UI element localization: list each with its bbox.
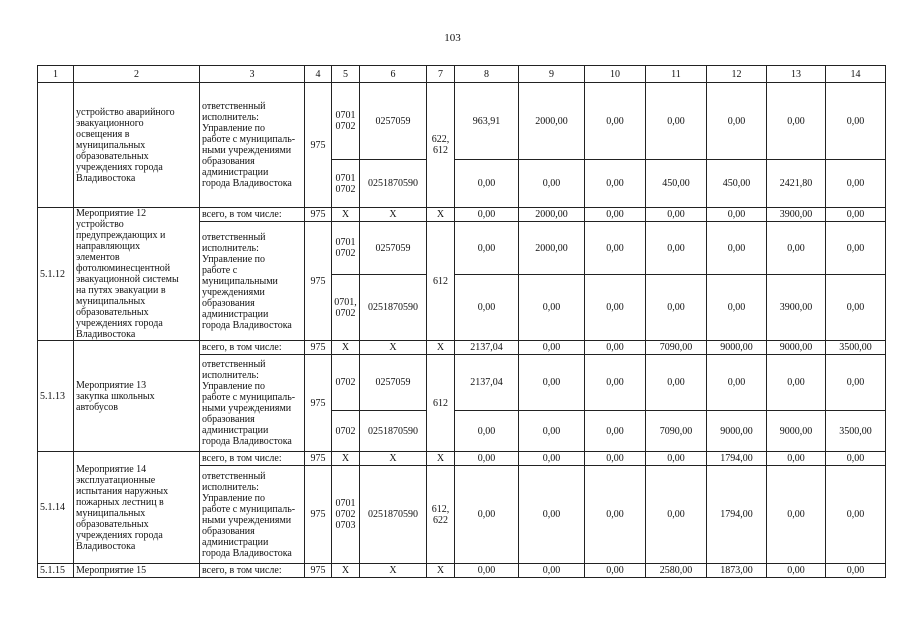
rz-code-line: 0701 bbox=[335, 237, 356, 248]
responsible-executor-line: работе с муниципаль- bbox=[202, 134, 296, 145]
vr-code bbox=[427, 355, 455, 452]
rz-code-line: 0703 bbox=[335, 520, 356, 531]
csr-code: 0251870590 bbox=[360, 466, 427, 564]
activity-name-line: устройство аварийного bbox=[76, 106, 175, 118]
activity-name bbox=[74, 341, 200, 452]
table-row-total bbox=[38, 452, 886, 466]
amount-cell: 0,00 bbox=[455, 160, 519, 208]
amount-cell: 9000,00 bbox=[767, 341, 826, 355]
rz-code: X bbox=[332, 452, 360, 466]
amount-cell: 0,00 bbox=[826, 275, 886, 341]
rz-code: X bbox=[332, 564, 360, 578]
vr-code bbox=[427, 83, 455, 208]
amount-cell: 0,00 bbox=[707, 83, 767, 160]
amount-cell: 0,00 bbox=[646, 222, 707, 275]
amount-cell: 0,00 bbox=[519, 466, 585, 564]
amount-cell: 0,00 bbox=[826, 83, 886, 160]
vr-code bbox=[427, 222, 455, 341]
amount-cell: 3900,00 bbox=[767, 208, 826, 222]
rz-code bbox=[332, 160, 360, 208]
rz-code-line: 0702 bbox=[335, 183, 356, 195]
rz-code-line: 0701 bbox=[335, 498, 356, 509]
activity-name-line: элементов bbox=[76, 252, 120, 263]
grbs-code: 975 bbox=[305, 341, 332, 355]
amount-cell: 3500,00 bbox=[826, 341, 886, 355]
rz-code bbox=[332, 466, 360, 564]
vr-code-line: 612 bbox=[433, 397, 448, 409]
activity-name-line: закупка школьных bbox=[76, 390, 155, 402]
amount-cell: 0,00 bbox=[826, 466, 886, 564]
responsible-executor-line: муниципальными bbox=[202, 275, 278, 287]
amount-cell: 0,00 bbox=[585, 222, 646, 275]
amount-cell: 0,00 bbox=[585, 208, 646, 222]
total-label: всего, в том числе: bbox=[200, 564, 305, 578]
amount-cell: 0,00 bbox=[707, 208, 767, 222]
amount-cell: 0,00 bbox=[585, 341, 646, 355]
rz-code-line: 0701 bbox=[335, 172, 356, 184]
grbs-code: 975 bbox=[305, 83, 332, 208]
rz-code: X bbox=[332, 341, 360, 355]
rz-code: X bbox=[332, 208, 360, 222]
amount-cell: 0,00 bbox=[826, 160, 886, 208]
amount-cell: 0,00 bbox=[519, 160, 585, 208]
column-header-9: 9 bbox=[519, 66, 585, 83]
amount-cell: 0,00 bbox=[455, 208, 519, 222]
amount-cell: 2137,04 bbox=[455, 355, 519, 411]
activity-name-line: эвакуационного bbox=[76, 117, 144, 129]
amount-cell: 1873,00 bbox=[707, 564, 767, 578]
responsible-executor-line: администрации bbox=[202, 167, 269, 178]
activity-name-line: учреждениях города bbox=[76, 161, 163, 173]
amount-cell: 0,00 bbox=[767, 564, 826, 578]
vr-code bbox=[427, 466, 455, 564]
header-row bbox=[38, 66, 886, 83]
responsible-executor-line: образования bbox=[202, 156, 255, 167]
csr-code: 0257059 bbox=[360, 83, 427, 160]
amount-cell: 7090,00 bbox=[646, 411, 707, 452]
activity-name-line: образовательных bbox=[76, 518, 149, 530]
amount-cell: 0,00 bbox=[767, 355, 826, 411]
vr-code: X bbox=[427, 341, 455, 355]
csr-code: 0251870590 bbox=[360, 411, 427, 452]
responsible-executor-line: Управление по bbox=[202, 492, 266, 504]
column-header-4: 4 bbox=[305, 66, 332, 83]
amount-cell: 0,00 bbox=[585, 160, 646, 208]
activity-name bbox=[74, 564, 200, 578]
amount-cell: 0,00 bbox=[455, 466, 519, 564]
total-label: всего, в том числе: bbox=[200, 208, 305, 222]
amount-cell: 0,00 bbox=[455, 275, 519, 341]
row-index: 5.1.13 bbox=[38, 341, 74, 452]
vr-code-line: 622 bbox=[433, 514, 448, 526]
activity-name-line: Мероприятие 12 bbox=[76, 208, 147, 219]
column-header-11: 11 bbox=[646, 66, 707, 83]
amount-cell: 0,00 bbox=[585, 355, 646, 411]
rz-code-line: 0701, bbox=[334, 296, 357, 308]
responsible-executor-line: работе с муниципаль- bbox=[202, 503, 296, 515]
amount-cell: 0,00 bbox=[646, 83, 707, 160]
vr-code: X bbox=[427, 452, 455, 466]
responsible-executor-line: ответственный bbox=[202, 231, 266, 243]
responsible-executor bbox=[200, 466, 305, 564]
amount-cell: 0,00 bbox=[707, 222, 767, 275]
rz-code bbox=[332, 355, 360, 411]
amount-cell: 2000,00 bbox=[519, 208, 585, 222]
responsible-executor-line: Управление по bbox=[202, 253, 266, 265]
activity-name-line: Владивостока bbox=[76, 540, 136, 552]
activity-name-line: учреждениях города bbox=[76, 318, 163, 329]
responsible-executor-line: ными учреждениями bbox=[202, 145, 292, 156]
amount-cell: 7090,00 bbox=[646, 341, 707, 355]
responsible-executor-line: образования bbox=[202, 525, 255, 537]
amount-cell: 0,00 bbox=[585, 275, 646, 341]
csr-code: X bbox=[360, 208, 427, 222]
grbs-code: 975 bbox=[305, 452, 332, 466]
amount-cell: 0,00 bbox=[519, 564, 585, 578]
amount-cell: 9000,00 bbox=[767, 411, 826, 452]
responsible-executor-line: образования bbox=[202, 297, 255, 309]
total-label: всего, в том числе: bbox=[200, 341, 305, 355]
rz-code bbox=[332, 411, 360, 452]
amount-cell: 0,00 bbox=[707, 355, 767, 411]
column-header-10: 10 bbox=[585, 66, 646, 83]
activity-name bbox=[74, 208, 200, 341]
csr-code: 0251870590 bbox=[360, 275, 427, 341]
column-header-6: 6 bbox=[360, 66, 427, 83]
column-header-1: 1 bbox=[38, 66, 74, 83]
activity-name bbox=[74, 83, 200, 208]
amount-cell: 0,00 bbox=[646, 466, 707, 564]
column-header-8: 8 bbox=[455, 66, 519, 83]
activity-name-line: образовательных bbox=[76, 150, 149, 162]
vr-code-line: 612 bbox=[433, 145, 448, 156]
table-row-total bbox=[38, 208, 886, 222]
rz-code-line: 0702 bbox=[335, 377, 356, 388]
amount-cell: 2421,80 bbox=[767, 160, 826, 208]
amount-cell: 963,91 bbox=[455, 83, 519, 160]
column-header-2: 2 bbox=[74, 66, 200, 83]
activity-name-line: фотолюминесцентной bbox=[76, 263, 171, 274]
activity-name-line: Мероприятие 14 bbox=[76, 463, 147, 475]
responsible-executor bbox=[200, 355, 305, 452]
amount-cell: 0,00 bbox=[519, 341, 585, 355]
responsible-executor-line: ответственный bbox=[202, 470, 266, 482]
responsible-executor-line: работе с муниципаль- bbox=[202, 392, 296, 403]
rz-code-line: 0702 bbox=[335, 121, 356, 132]
responsible-executor-line: ответственный bbox=[202, 359, 266, 370]
activity-name-line: Владивостока bbox=[76, 172, 136, 184]
responsible-executor-line: исполнитель: bbox=[202, 242, 259, 254]
activity-name-line: муниципальных bbox=[76, 296, 146, 307]
grbs-code: 975 bbox=[305, 355, 332, 452]
amount-cell: 0,00 bbox=[519, 355, 585, 411]
amount-cell: 0,00 bbox=[519, 275, 585, 341]
amount-cell: 0,00 bbox=[826, 208, 886, 222]
activity-name-line: Мероприятие 15 bbox=[76, 565, 147, 576]
amount-cell: 0,00 bbox=[455, 452, 519, 466]
activity-name bbox=[74, 452, 200, 564]
csr-code: X bbox=[360, 341, 427, 355]
csr-code: X bbox=[360, 564, 427, 578]
amount-cell: 2000,00 bbox=[519, 222, 585, 275]
activity-name-line: предупреждающих и bbox=[76, 230, 166, 241]
amount-cell: 0,00 bbox=[455, 564, 519, 578]
table-row-total bbox=[38, 341, 886, 355]
amount-cell: 0,00 bbox=[455, 411, 519, 452]
responsible-executor-line: администрации bbox=[202, 425, 269, 436]
column-header-3: 3 bbox=[200, 66, 305, 83]
responsible-executor-line: ными учреждениями bbox=[202, 514, 292, 526]
column-header-13: 13 bbox=[767, 66, 826, 83]
grbs-code: 975 bbox=[305, 564, 332, 578]
amount-cell: 2580,00 bbox=[646, 564, 707, 578]
budget-table bbox=[37, 65, 886, 578]
responsible-executor-line: администрации bbox=[202, 308, 269, 320]
amount-cell: 0,00 bbox=[519, 411, 585, 452]
page-number: 103 bbox=[444, 32, 461, 44]
amount-cell: 1794,00 bbox=[707, 452, 767, 466]
rz-code-line: 0702 bbox=[335, 509, 356, 520]
amount-cell: 0,00 bbox=[519, 452, 585, 466]
responsible-executor-line: ными учреждениями bbox=[202, 403, 292, 414]
activity-name-line: направляющих bbox=[76, 241, 141, 252]
responsible-executor bbox=[200, 222, 305, 341]
activity-name-line: эвакуационной системы bbox=[76, 274, 179, 285]
activity-name-line: пожарных лестниц в bbox=[76, 496, 164, 508]
column-header-14: 14 bbox=[826, 66, 886, 83]
activity-name-line: Мероприятие 13 bbox=[76, 379, 147, 391]
activity-name-line: испытания наружных bbox=[76, 485, 169, 497]
amount-cell: 0,00 bbox=[767, 452, 826, 466]
responsible-executor-line: города Владивостока bbox=[202, 178, 292, 189]
column-header-7: 7 bbox=[427, 66, 455, 83]
responsible-executor-line: ответственный bbox=[202, 101, 266, 112]
amount-cell: 0,00 bbox=[767, 83, 826, 160]
column-header-12: 12 bbox=[707, 66, 767, 83]
row-index: 5.1.12 bbox=[38, 208, 74, 341]
amount-cell: 450,00 bbox=[707, 160, 767, 208]
activity-name-line: освещения в bbox=[76, 128, 130, 140]
responsible-executor-line: учреждениями bbox=[202, 286, 265, 298]
responsible-executor-line: исполнитель: bbox=[202, 481, 259, 493]
amount-cell: 0,00 bbox=[585, 564, 646, 578]
amount-cell: 0,00 bbox=[646, 208, 707, 222]
amount-cell: 0,00 bbox=[585, 411, 646, 452]
responsible-executor-line: Управление по bbox=[202, 381, 266, 392]
activity-name-line: Владивостока bbox=[76, 329, 136, 340]
amount-cell: 0,00 bbox=[646, 275, 707, 341]
csr-code: 0251870590 bbox=[360, 160, 427, 208]
table-row bbox=[38, 83, 886, 160]
responsible-executor-line: работе с bbox=[202, 264, 238, 276]
amount-cell: 3500,00 bbox=[826, 411, 886, 452]
amount-cell: 1794,00 bbox=[707, 466, 767, 564]
responsible-executor-line: Управление по bbox=[202, 123, 266, 134]
responsible-executor-line: исполнитель: bbox=[202, 112, 259, 123]
vr-code-line: 612 bbox=[433, 275, 448, 287]
responsible-executor-line: города Владивостока bbox=[202, 547, 292, 559]
rz-code-line: 0702 bbox=[335, 425, 356, 437]
amount-cell: 0,00 bbox=[455, 222, 519, 275]
grbs-code: 975 bbox=[305, 466, 332, 564]
amount-cell: 0,00 bbox=[707, 275, 767, 341]
activity-name-line: эксплуатационные bbox=[76, 474, 156, 486]
csr-code: 0257059 bbox=[360, 355, 427, 411]
amount-cell: 0,00 bbox=[585, 466, 646, 564]
csr-code: X bbox=[360, 452, 427, 466]
amount-cell: 0,00 bbox=[585, 452, 646, 466]
rz-code-line: 0702 bbox=[335, 248, 356, 259]
total-label: всего, в том числе: bbox=[200, 452, 305, 466]
amount-cell: 2000,00 bbox=[519, 83, 585, 160]
amount-cell: 0,00 bbox=[826, 564, 886, 578]
amount-cell: 9000,00 bbox=[707, 341, 767, 355]
amount-cell: 0,00 bbox=[826, 355, 886, 411]
grbs-code: 975 bbox=[305, 208, 332, 222]
column-header-5: 5 bbox=[332, 66, 360, 83]
csr-code: 0257059 bbox=[360, 222, 427, 275]
amount-cell: 0,00 bbox=[646, 452, 707, 466]
row-index: 5.1.14 bbox=[38, 452, 74, 564]
vr-code-line: 622, bbox=[431, 134, 450, 145]
responsible-executor-line: исполнитель: bbox=[202, 370, 259, 381]
activity-name-line: на путях эвакуации в bbox=[76, 285, 166, 296]
activity-name-line: автобусов bbox=[76, 401, 119, 413]
amount-cell: 0,00 bbox=[767, 466, 826, 564]
amount-cell: 450,00 bbox=[646, 160, 707, 208]
row-index bbox=[38, 83, 74, 208]
activity-name-line: устройство bbox=[76, 219, 124, 230]
activity-name-line: образовательных bbox=[76, 307, 149, 318]
table-row-total bbox=[38, 564, 886, 578]
amount-cell: 0,00 bbox=[826, 222, 886, 275]
activity-name-line: учреждениях города bbox=[76, 529, 163, 541]
vr-code-line: 612, bbox=[431, 503, 450, 515]
rz-code-line: 0702 bbox=[335, 307, 356, 319]
amount-cell: 3900,00 bbox=[767, 275, 826, 341]
row-index: 5.1.15 bbox=[38, 564, 74, 578]
amount-cell: 2137,04 bbox=[455, 341, 519, 355]
responsible-executor-line: города Владивостока bbox=[202, 319, 292, 331]
rz-code bbox=[332, 83, 360, 160]
responsible-executor-line: города Владивостока bbox=[202, 436, 292, 447]
rz-code bbox=[332, 275, 360, 341]
rz-code-line: 0701 bbox=[335, 110, 356, 121]
amount-cell: 0,00 bbox=[767, 222, 826, 275]
activity-name-line: муниципальных bbox=[76, 139, 146, 151]
amount-cell: 0,00 bbox=[585, 83, 646, 160]
responsible-executor-line: администрации bbox=[202, 536, 269, 548]
amount-cell: 0,00 bbox=[646, 355, 707, 411]
activity-name-line: муниципальных bbox=[76, 507, 146, 519]
amount-cell: 9000,00 bbox=[707, 411, 767, 452]
responsible-executor-line: образования bbox=[202, 414, 255, 425]
grbs-code: 975 bbox=[305, 222, 332, 341]
responsible-executor bbox=[200, 83, 305, 208]
amount-cell: 0,00 bbox=[826, 452, 886, 466]
vr-code: X bbox=[427, 208, 455, 222]
vr-code: X bbox=[427, 564, 455, 578]
rz-code bbox=[332, 222, 360, 275]
